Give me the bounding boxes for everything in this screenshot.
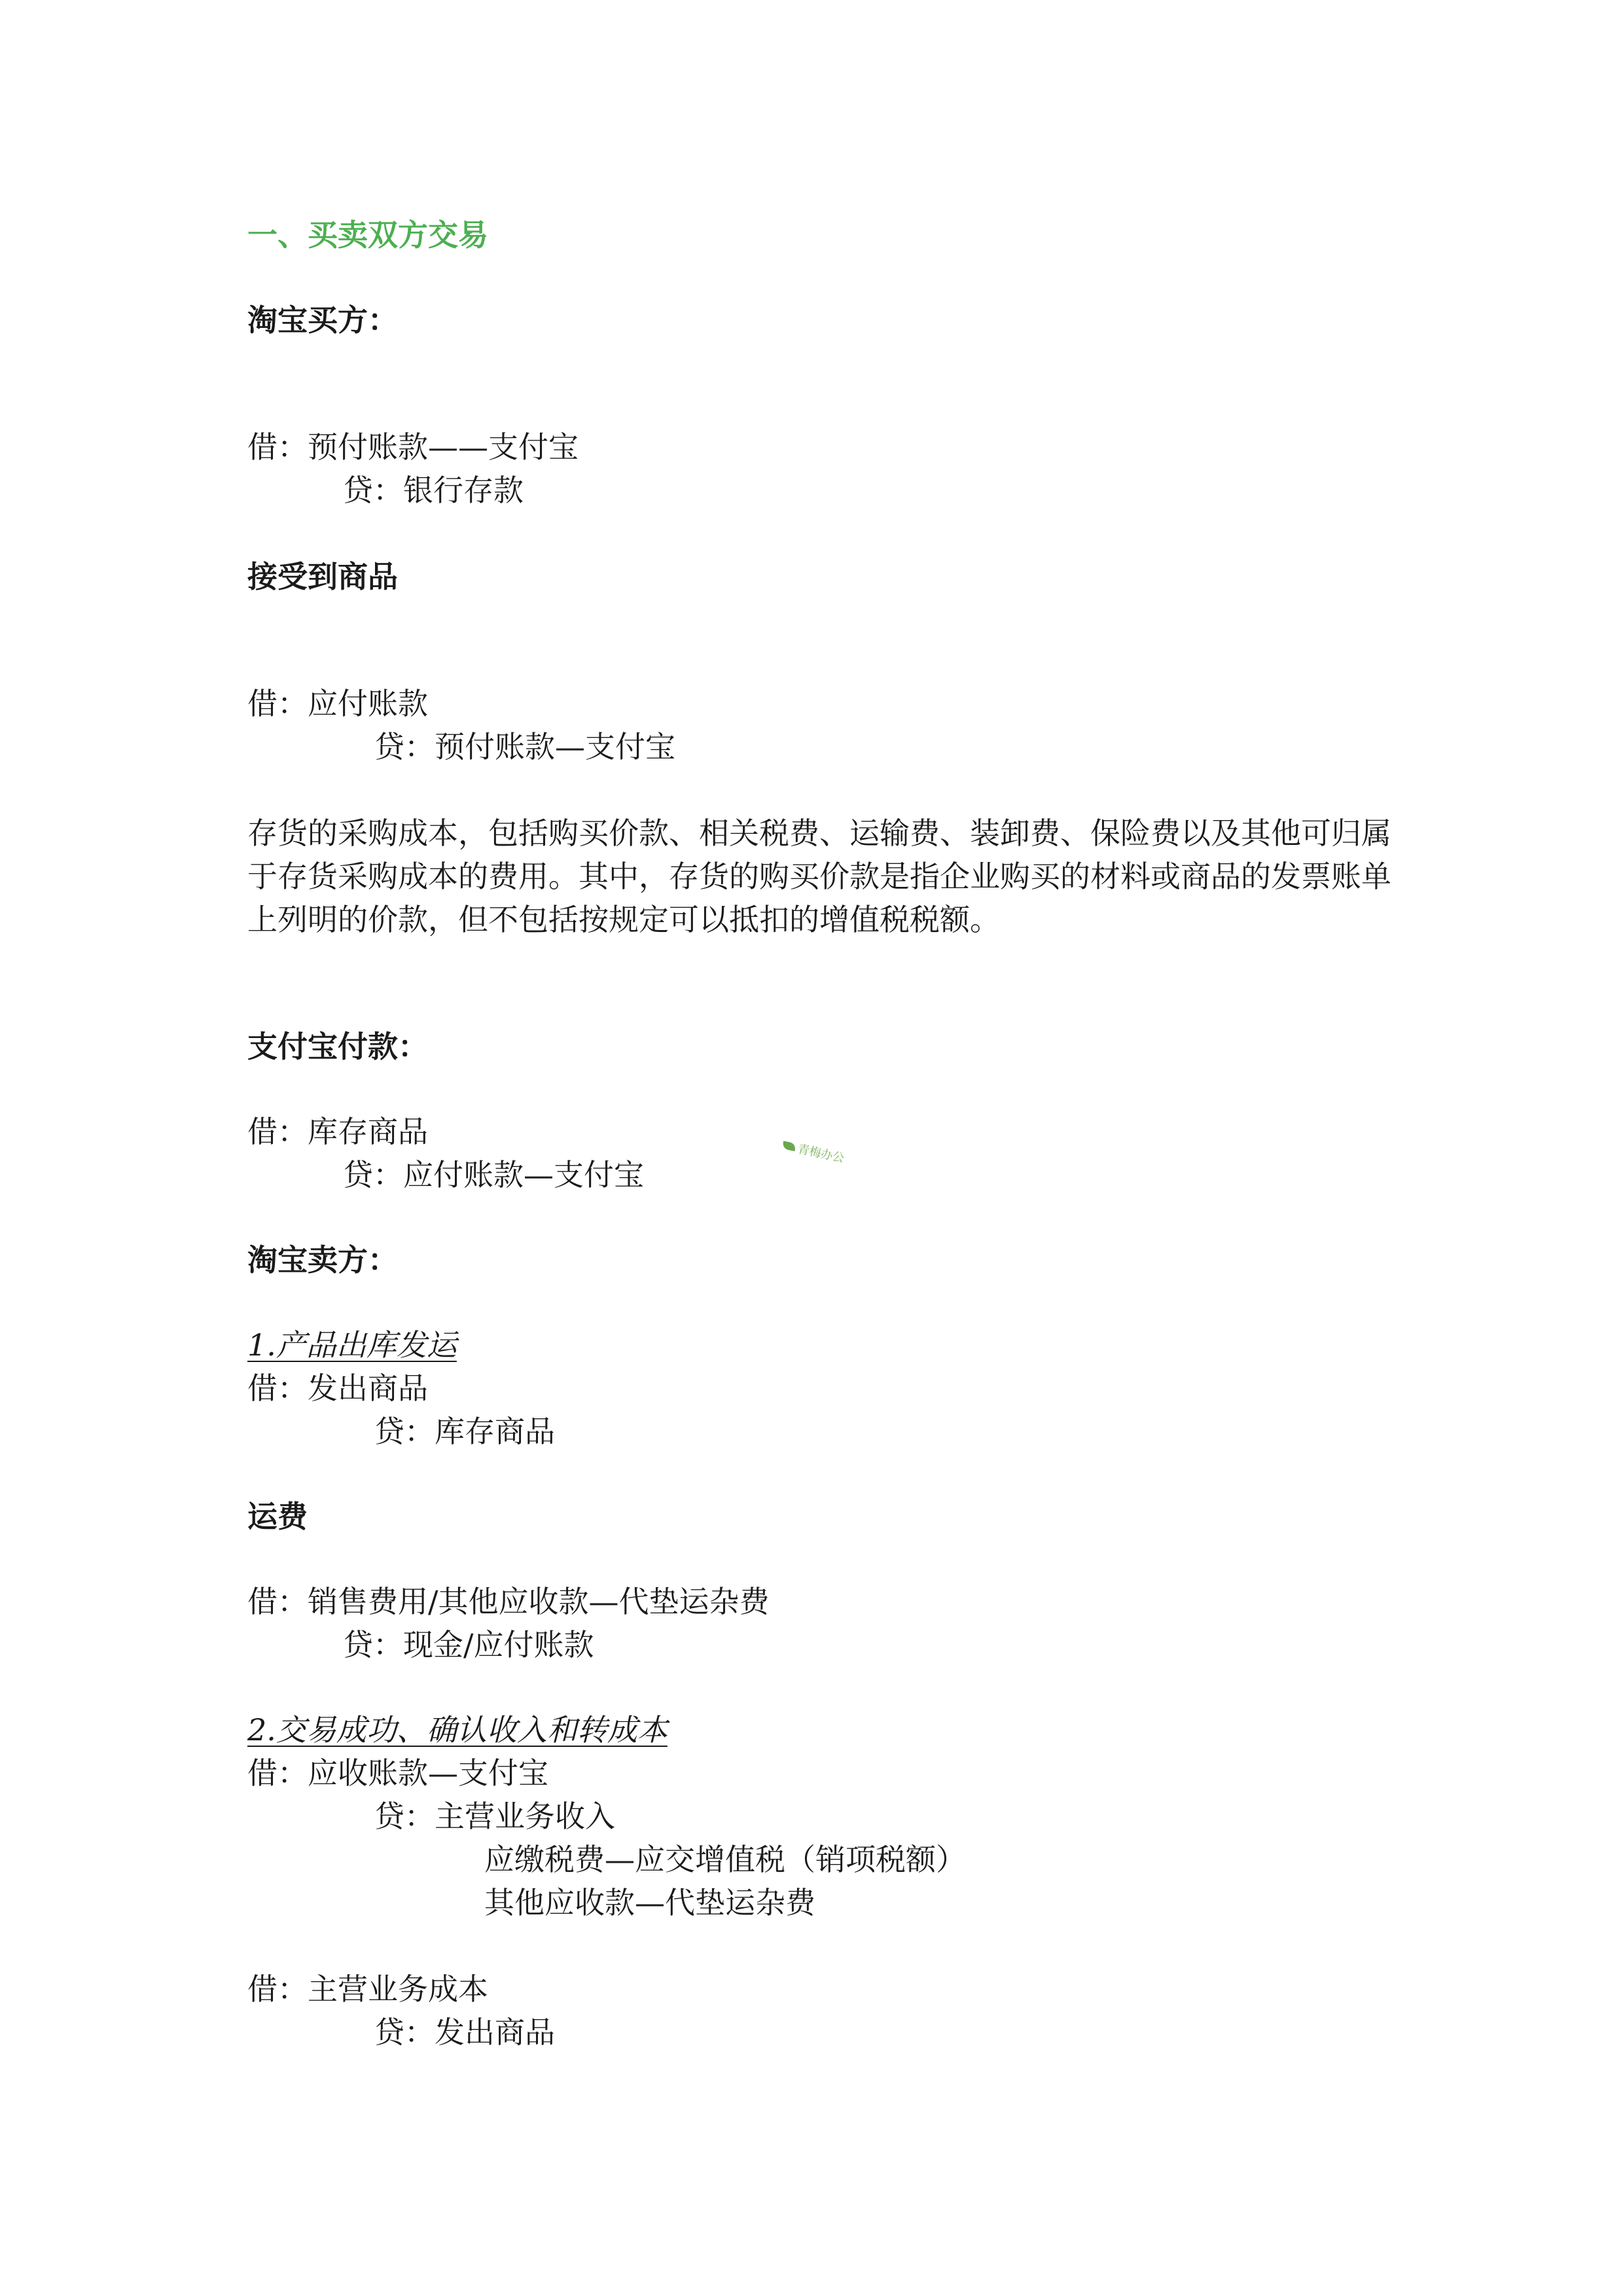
seller-entry1-debit: 借：发出商品 bbox=[247, 1371, 428, 1406]
seller-entry3-credit-vat: 应缴税费—应交增值税（销项税额） bbox=[484, 1842, 966, 1877]
watermark-logo bbox=[781, 1136, 846, 1166]
section-title: 一、买卖双方交易 bbox=[247, 217, 488, 253]
buyer-entry1-debit: 借：预付账款——支付宝 bbox=[247, 429, 579, 465]
buyer-entry2-credit: 贷：预付账款—支付宝 bbox=[374, 729, 675, 764]
seller-entry3-credit-revenue: 贷：主营业务收入 bbox=[374, 1799, 615, 1834]
seller-entry1-credit: 贷：库存商品 bbox=[374, 1414, 555, 1449]
buyer-entry1-credit: 贷：银行存款 bbox=[343, 473, 524, 508]
seller-entry3-debit: 借：应收账款—支付宝 bbox=[247, 1755, 548, 1791]
alipay-payment-heading: 支付宝付款： bbox=[247, 1029, 428, 1064]
buyer-heading: 淘宝买方： bbox=[247, 302, 398, 338]
buyer-entry3-credit: 贷：应付账款—支付宝 bbox=[343, 1157, 644, 1193]
purchase-cost-note: 存货的采购成本，包括购买价款、相关税费、运输费、装卸费、保险费以及其他可归属于存货采购成本的费用。其中，存货的购买价款是指企业购买的材料或商品的发票账单上列明的价款，但不包括按规定可以抵扣的增值税税额。 bbox=[247, 816, 1391, 937]
seller-entry4-debit: 借：主营业务成本 bbox=[247, 1971, 488, 2007]
freight-heading: 运费 bbox=[247, 1499, 308, 1534]
buyer-entry2-debit: 借：应付账款 bbox=[247, 686, 428, 721]
seller-entry2-debit: 借：销售费用/其他应收款—代垫运杂费 bbox=[247, 1584, 770, 1619]
seller-step2-title: 2.交易成功、确认收入和转成本 bbox=[247, 1712, 668, 1748]
seller-entry4-credit: 贷：发出商品 bbox=[374, 2015, 555, 2050]
seller-entry2-credit: 贷：现金/应付账款 bbox=[343, 1627, 594, 1662]
leaf-icon bbox=[782, 1141, 796, 1151]
seller-step1-title: 1.产品出库发运 bbox=[247, 1327, 457, 1363]
seller-entry3-credit-freight: 其他应收款—代垫运杂费 bbox=[484, 1885, 815, 1920]
watermark-text: 青梅办公 bbox=[796, 1142, 846, 1166]
receive-goods-heading: 接受到商品 bbox=[247, 559, 398, 594]
buyer-entry3-debit: 借：库存商品 bbox=[247, 1114, 428, 1149]
seller-heading: 淘宝卖方： bbox=[247, 1242, 398, 1278]
